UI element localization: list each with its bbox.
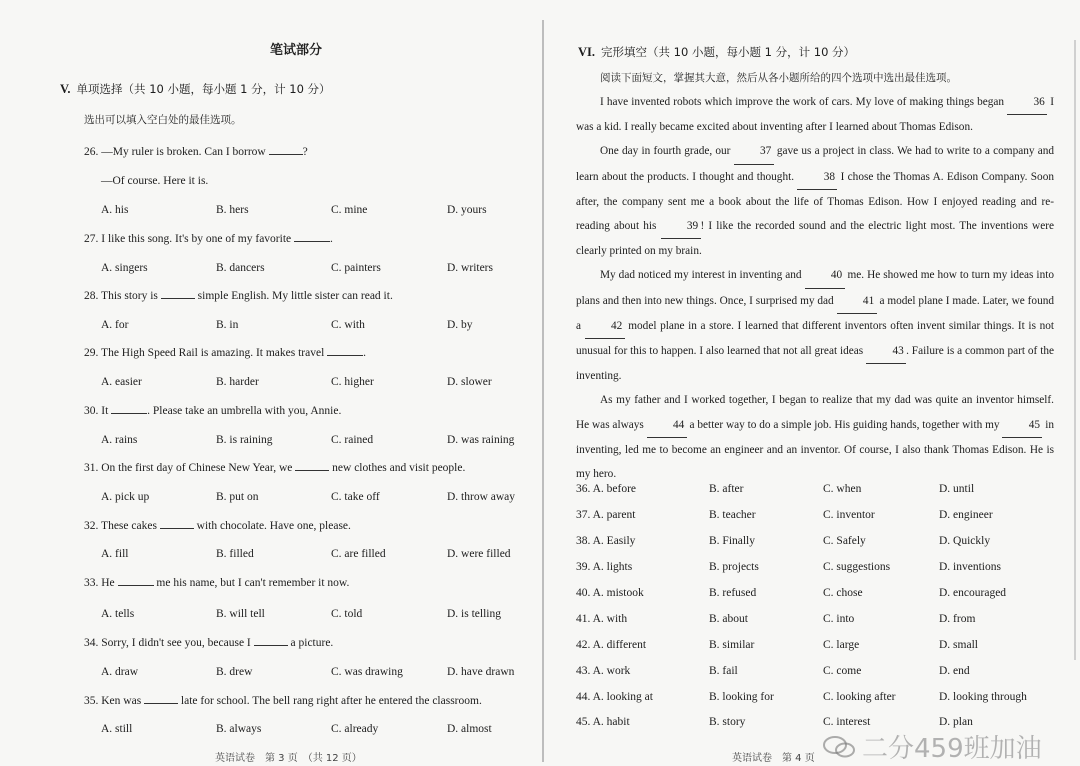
option-c[interactable]: C. suggestions [823,561,891,573]
watermark [822,728,1042,765]
question-31: 31. On the first day of Chinese New Year, we new clothes and visit people. [84,462,466,474]
option-b[interactable]: B. dancers [216,262,265,274]
cloze-passage [576,90,1054,486]
option-d[interactable]: D. from [939,613,976,625]
option-d[interactable]: D. small [939,639,978,651]
option-c[interactable]: C. higher [331,376,374,388]
option-d[interactable]: D. looking through [939,691,1027,703]
section-v-numeral: V. [60,82,71,96]
option-b[interactable]: B. similar [709,639,755,651]
option-d[interactable]: D. by [447,319,473,331]
answer-blank[interactable] [160,528,194,529]
option-d[interactable]: D. yours [447,204,487,216]
page-title: 笔试部分 [270,43,323,58]
option-d[interactable]: D. were filled [447,548,511,560]
cloze-blank-39[interactable]: 39 [661,214,701,239]
cloze-blank-38[interactable]: 38 [797,165,837,190]
option-a[interactable]: 42. A. different [576,639,647,651]
answer-blank[interactable] [295,470,329,471]
option-c[interactable]: C. Safely [823,535,866,547]
option-d[interactable]: D. was raining [447,434,515,446]
section-v-instruction: 选出可以填入空白处的最佳选项。 [84,114,242,126]
question-35: 35. Ken was late for school. The bell rang right after he entered the classroom. [84,695,482,707]
option-b[interactable]: B. after [709,483,744,495]
cloze-blank-41[interactable]: 41 [837,289,877,314]
option-a[interactable]: 36. A. before [576,483,637,495]
option-a[interactable]: A. pick up [101,491,150,503]
question-33: 33. He me his name, but I can't remember it now. [84,577,350,589]
option-c[interactable]: C. chose [823,587,863,599]
option-b[interactable]: B. looking for [709,691,774,703]
watermark-text: 二分459班加油 [862,734,1042,764]
option-b[interactable]: B. put on [216,491,259,503]
option-a[interactable]: 43. A. work [576,665,631,677]
question-32: 32. These cakes with chocolate. Have one, please. [84,520,351,532]
answer-blank[interactable] [144,703,178,704]
option-d[interactable]: D. encouraged [939,587,1007,599]
option-a[interactable]: A. fill [101,548,129,560]
option-b[interactable]: B. Finally [709,535,756,547]
option-a[interactable]: 38. A. Easily [576,535,636,547]
section-v-title: 单项选择（共 10 小题，每小题 1 分，计 10 分） [76,82,331,96]
question-34: 34. Sorry, I didn't see you, because I a picture. [84,637,334,649]
option-c[interactable]: C. large [823,639,860,651]
option-a[interactable]: 39. A. lights [576,561,633,573]
option-d[interactable]: D. inventions [939,561,1001,573]
option-d[interactable]: D. almost [447,723,492,735]
option-c[interactable]: C. take off [331,491,380,503]
option-d[interactable]: D. Quickly [939,535,991,547]
section-v-heading [60,82,331,96]
option-a[interactable]: A. his [101,204,129,216]
option-b[interactable]: B. teacher [709,509,756,521]
answer-blank[interactable] [254,645,288,646]
question-28: 28. This story is simple English. My little sister can read it. [84,290,393,302]
page-divider [542,20,544,762]
answer-blank[interactable] [111,413,147,414]
section-vi-heading [578,45,855,59]
cloze-blank-36[interactable]: 36 [1007,90,1047,115]
answer-blank[interactable] [269,154,303,155]
option-b[interactable]: B. fail [709,665,738,677]
option-b[interactable]: B. filled [216,548,254,560]
option-a[interactable]: 37. A. parent [576,509,636,521]
cloze-blank-37[interactable]: 37 [734,139,774,164]
option-a[interactable]: 40. A. mistook [576,587,644,599]
option-c[interactable]: C. into [823,613,855,625]
option-a[interactable]: 44. A. looking at [576,691,653,703]
option-c[interactable]: C. looking after [823,691,896,703]
option-d[interactable]: D. throw away [447,491,516,503]
answer-blank[interactable] [118,585,154,586]
cloze-blank-43[interactable]: 43 [866,339,906,364]
option-b[interactable]: B. harder [216,376,259,388]
option-c[interactable]: C. already [331,723,379,735]
option-a[interactable]: 45. A. habit [576,716,630,728]
passage-paragraph: As my father and I worked together, I began to realize that my dad was quite an inventor himself. He was always 44 a better way to do a simple job. His guiding hands, together with my 45 in inventing, led me to become an engineer and an inventor. Of course, I also thank Thomas Edison. He is my hero. [576,394,1055,481]
option-b[interactable]: B. refused [709,587,757,599]
option-a[interactable]: A. tells [101,608,135,620]
chat-bubbles-icon [822,735,856,759]
section-vi-numeral: VI. [578,45,596,59]
option-d[interactable]: D. slower [447,376,492,388]
option-d[interactable]: D. engineer [939,509,993,521]
passage-paragraph: My dad noticed my interest in inventing and 40 me. He showed me how to turn my ideas into plans and then into new things. Once, I surprised my dad 41 a model plane I made. Later, we found a 42 model plane in a store. I learned that different inventors often invent similar things. It is not unusual for this to happen. I also learned that not all great ideas 43 . Failure is a common part of the inventing. [576,263,1054,388]
page-footer: 英语试卷 第 3 页 （共 12 页） [215,753,362,762]
answer-blank[interactable] [161,298,195,299]
option-a[interactable]: A. for [101,319,129,331]
question-26-reply: —Of course. Here it is. [101,175,209,187]
option-c[interactable]: C. was drawing [331,666,403,678]
cloze-blank-42[interactable]: 42 [585,314,625,339]
cloze-blank-45[interactable]: 45 [1002,413,1042,438]
option-c[interactable]: C. when [823,483,862,495]
option-d[interactable]: D. plan [939,716,973,728]
option-a[interactable]: A. easier [101,376,142,388]
left-page [0,0,540,762]
option-d[interactable]: D. have drawn [447,666,515,678]
option-b[interactable]: B. is raining [216,434,273,446]
answer-blank[interactable] [327,355,363,356]
question-30: 30. It . Please take an umbrella with you, Annie. [84,405,342,417]
option-b[interactable]: B. hers [216,204,249,216]
option-a[interactable]: A. still [101,723,133,735]
option-d[interactable]: D. end [939,665,970,677]
option-d[interactable]: D. writers [447,262,493,274]
option-d[interactable]: D. until [939,483,975,495]
question-27: 27. I like this song. It's by one of my favorite . [84,233,333,245]
option-c[interactable]: C. with [331,319,365,331]
cloze-blank-44[interactable]: 44 [647,413,687,438]
option-b[interactable]: B. story [709,716,746,728]
option-c[interactable]: C. interest [823,716,871,728]
option-a[interactable]: 41. A. with [576,613,628,625]
option-b[interactable]: B. drew [216,666,253,678]
option-b[interactable]: B. about [709,613,748,625]
passage-paragraph: I have invented robots which improve the work of cars. My love of making things began 36 I was a kid. I really became excited about inventing after I learned about Thomas Edison. [576,90,1054,139]
passage-paragraph: One day in fourth grade, our 37 gave us a project in class. We had to write to a company and learn about the products. I thought and thought. 38 I chose the Thomas A. Edison Company. Soon after, the company sent me a book about the life of Thomas Edison. How I enjoyed reading and re-reading about his 39 ! I like the recorded sound and the electric light most. The inventions were clearly printed on my brain. [576,139,1054,263]
option-d[interactable]: D. is telling [447,608,501,620]
section-vi-instruction: 阅读下面短文，掌握其大意，然后从各小题所给的四个选项中选出最佳选项。 [600,72,957,84]
option-a[interactable]: A. draw [101,666,139,678]
option-c[interactable]: C. rained [331,434,374,446]
cloze-blank-40[interactable]: 40 [805,263,845,288]
option-c[interactable]: C. mine [331,204,368,216]
option-b[interactable]: B. in [216,319,239,331]
option-a[interactable]: A. singers [101,262,148,274]
answer-blank[interactable] [294,241,330,242]
option-b[interactable]: B. always [216,723,262,735]
option-b[interactable]: B. projects [709,561,759,573]
option-c[interactable]: C. come [823,665,862,677]
question-29: 29. The High Speed Rail is amazing. It makes travel . [84,347,367,359]
option-c[interactable]: C. inventor [823,509,875,521]
page-footer: 英语试卷 第 4 页 [732,753,815,764]
option-b[interactable]: B. will tell [216,608,265,620]
question-26: 26. —My ruler is broken. Can I borrow ? [84,146,308,158]
option-c[interactable]: C. painters [331,262,381,274]
option-c[interactable]: C. are filled [331,548,386,560]
option-a[interactable]: A. rains [101,434,138,446]
option-c[interactable]: C. told [331,608,363,620]
section-vi-title: 完形填空（共 10 小题，每小题 1 分，计 10 分） [601,45,856,59]
